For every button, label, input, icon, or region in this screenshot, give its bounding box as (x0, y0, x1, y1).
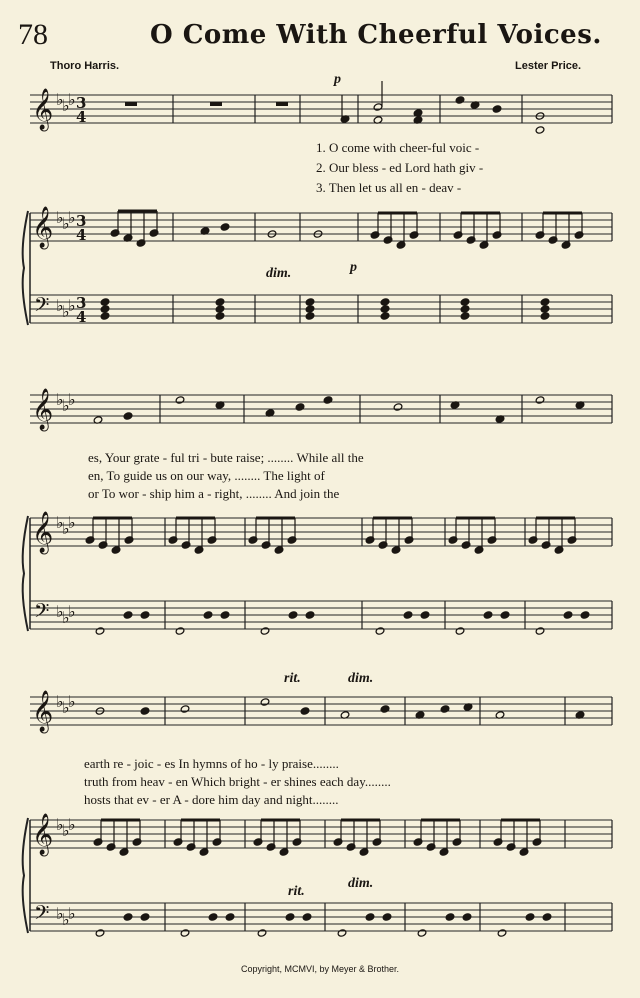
flat-sign: ♭ (62, 302, 70, 321)
flat-sign: ♭ (56, 602, 64, 621)
quarter-note (140, 611, 150, 619)
flat-sign: ♭ (68, 904, 76, 923)
lyric-line: or To wor - ship him a - right, ........ And join the (88, 486, 340, 501)
quarter-note (300, 707, 310, 715)
flat-sign: ♭ (68, 602, 76, 621)
flat-sign: ♭ (56, 815, 64, 834)
flat-sign: ♭ (68, 692, 76, 711)
flat-sign: ♭ (62, 96, 70, 115)
flat-sign: ♭ (56, 296, 64, 315)
dynamic-piano: p (350, 260, 357, 275)
half-note (260, 698, 270, 706)
treble-clef: 𝄞 (32, 207, 54, 248)
treble-clef: 𝄞 (32, 691, 54, 732)
quarter-note (208, 913, 218, 921)
bass-clef: 𝄢 (34, 901, 50, 929)
quarter-note (225, 913, 235, 921)
quarter-note (403, 611, 413, 619)
flat-sign: ♭ (56, 208, 64, 227)
time-signature: 4 (76, 108, 87, 126)
quarter-note (123, 611, 133, 619)
half-note (260, 627, 270, 635)
flat-sign: ♭ (68, 390, 76, 409)
quarter-note (455, 96, 465, 104)
quarter-note (580, 611, 590, 619)
half-note (175, 627, 185, 635)
rest (125, 102, 137, 106)
quarter-note (542, 913, 552, 921)
dynamic-rit: rit. (284, 671, 301, 686)
lyric-line: truth from heav - en Which bright - er shines each day........ (84, 774, 391, 789)
quarter-note (123, 412, 133, 420)
half-note (373, 103, 383, 111)
flat-sign: ♭ (56, 904, 64, 923)
copyright-notice: Copyright, MCMVI, by Meyer & Brother. (240, 964, 400, 974)
quarter-note (500, 611, 510, 619)
quarter-note (492, 105, 502, 113)
half-note (95, 929, 105, 937)
quarter-note (305, 305, 315, 313)
quarter-note (540, 305, 550, 313)
half-note (535, 126, 545, 134)
quarter-note (140, 913, 150, 921)
page-number: 78 (18, 18, 48, 51)
quarter-note (305, 312, 315, 320)
flat-sign: ♭ (56, 390, 64, 409)
quarter-note (305, 298, 315, 306)
rest (210, 102, 222, 106)
quarter-note (460, 312, 470, 320)
quarter-note (100, 312, 110, 320)
treble-clef: 𝄞 (32, 814, 54, 855)
flat-sign: ♭ (62, 698, 70, 717)
bass-clef: 𝄢 (34, 293, 50, 321)
quarter-note (460, 298, 470, 306)
flat-sign: ♭ (56, 692, 64, 711)
quarter-note (365, 913, 375, 921)
time-signature: 4 (76, 308, 87, 326)
quarter-note (445, 913, 455, 921)
lyric-line: 2. Our bless - ed Lord hath giv - (316, 160, 484, 175)
quarter-note (100, 298, 110, 306)
flat-sign: ♭ (68, 208, 76, 227)
half-note (535, 627, 545, 635)
flat-sign: ♭ (68, 513, 76, 532)
quarter-note (323, 396, 333, 404)
quarter-note (380, 298, 390, 306)
rest (276, 102, 288, 106)
dynamic-dim: dim. (266, 266, 292, 281)
lyric-line: 3. Then let us all en - deav - (316, 180, 462, 195)
half-note (535, 396, 545, 404)
quarter-note (380, 705, 390, 713)
quarter-note (525, 913, 535, 921)
quarter-note (215, 312, 225, 320)
flat-sign: ♭ (62, 214, 70, 233)
system-brace (23, 818, 28, 933)
bass-clef: 𝄢 (34, 599, 50, 627)
quarter-note (123, 913, 133, 921)
treble-clef: 𝄞 (32, 389, 54, 430)
treble-clef: 𝄞 (32, 512, 54, 553)
quarter-note (203, 611, 213, 619)
quarter-note (220, 223, 230, 231)
half-note (375, 627, 385, 635)
quarter-note (215, 305, 225, 313)
quarter-note (382, 913, 392, 921)
half-note (393, 403, 403, 411)
dynamic-rit: rit. (288, 884, 305, 899)
quarter-note (460, 305, 470, 313)
system-brace (23, 516, 28, 631)
quarter-note (140, 707, 150, 715)
half-note (175, 396, 185, 404)
lyric-line: hosts that ev - er A - dore him day and night........ (84, 792, 339, 807)
quarter-note (380, 305, 390, 313)
time-signature: 3 (76, 294, 87, 312)
quarter-note (215, 298, 225, 306)
dynamic-piano: p (334, 72, 341, 87)
quarter-note (295, 403, 305, 411)
half-note (180, 705, 190, 713)
lyric-line: en, To guide us on our way, ........ The light of (88, 468, 325, 483)
flat-sign: ♭ (62, 396, 70, 415)
flat-sign: ♭ (62, 608, 70, 627)
flat-sign: ♭ (68, 90, 76, 109)
lyricist-credit: Thoro Harris. (50, 60, 120, 72)
composer-credit: Lester Price. (515, 60, 582, 72)
flat-sign: ♭ (68, 815, 76, 834)
flat-sign: ♭ (56, 513, 64, 532)
half-note (337, 929, 347, 937)
quarter-note (305, 611, 315, 619)
time-signature: 3 (76, 212, 87, 230)
quarter-note (420, 611, 430, 619)
system-brace (23, 211, 28, 325)
dynamic-dim: dim. (348, 671, 374, 686)
quarter-note (285, 913, 295, 921)
quarter-note (540, 312, 550, 320)
quarter-note (440, 705, 450, 713)
hymn-title: O Come With Cheerful Voices. (150, 20, 602, 50)
lyric-line: 1. O come with cheer-ful voic - (316, 140, 480, 155)
quarter-note (288, 611, 298, 619)
half-note (180, 929, 190, 937)
quarter-note (302, 913, 312, 921)
dynamic-dim: dim. (348, 876, 374, 891)
quarter-note (220, 611, 230, 619)
flat-sign: ♭ (62, 910, 70, 929)
flat-sign: ♭ (56, 90, 64, 109)
half-note (497, 929, 507, 937)
flat-sign: ♭ (68, 296, 76, 315)
time-signature: 4 (76, 226, 87, 244)
quarter-note (462, 913, 472, 921)
half-note (95, 627, 105, 635)
flat-sign: ♭ (62, 821, 70, 840)
half-note (257, 929, 267, 937)
quarter-note (540, 298, 550, 306)
quarter-note (100, 305, 110, 313)
quarter-note (483, 611, 493, 619)
quarter-note (380, 312, 390, 320)
flat-sign: ♭ (62, 519, 70, 538)
treble-clef: 𝄞 (32, 89, 54, 130)
lyric-line: es, Your grate - ful tri - bute raise; ........ While all the (88, 450, 364, 465)
half-note (455, 627, 465, 635)
half-note (417, 929, 427, 937)
quarter-note (563, 611, 573, 619)
time-signature: 3 (76, 94, 87, 112)
lyric-line: earth re - joic - es In hymns of ho - ly praise........ (84, 756, 339, 771)
